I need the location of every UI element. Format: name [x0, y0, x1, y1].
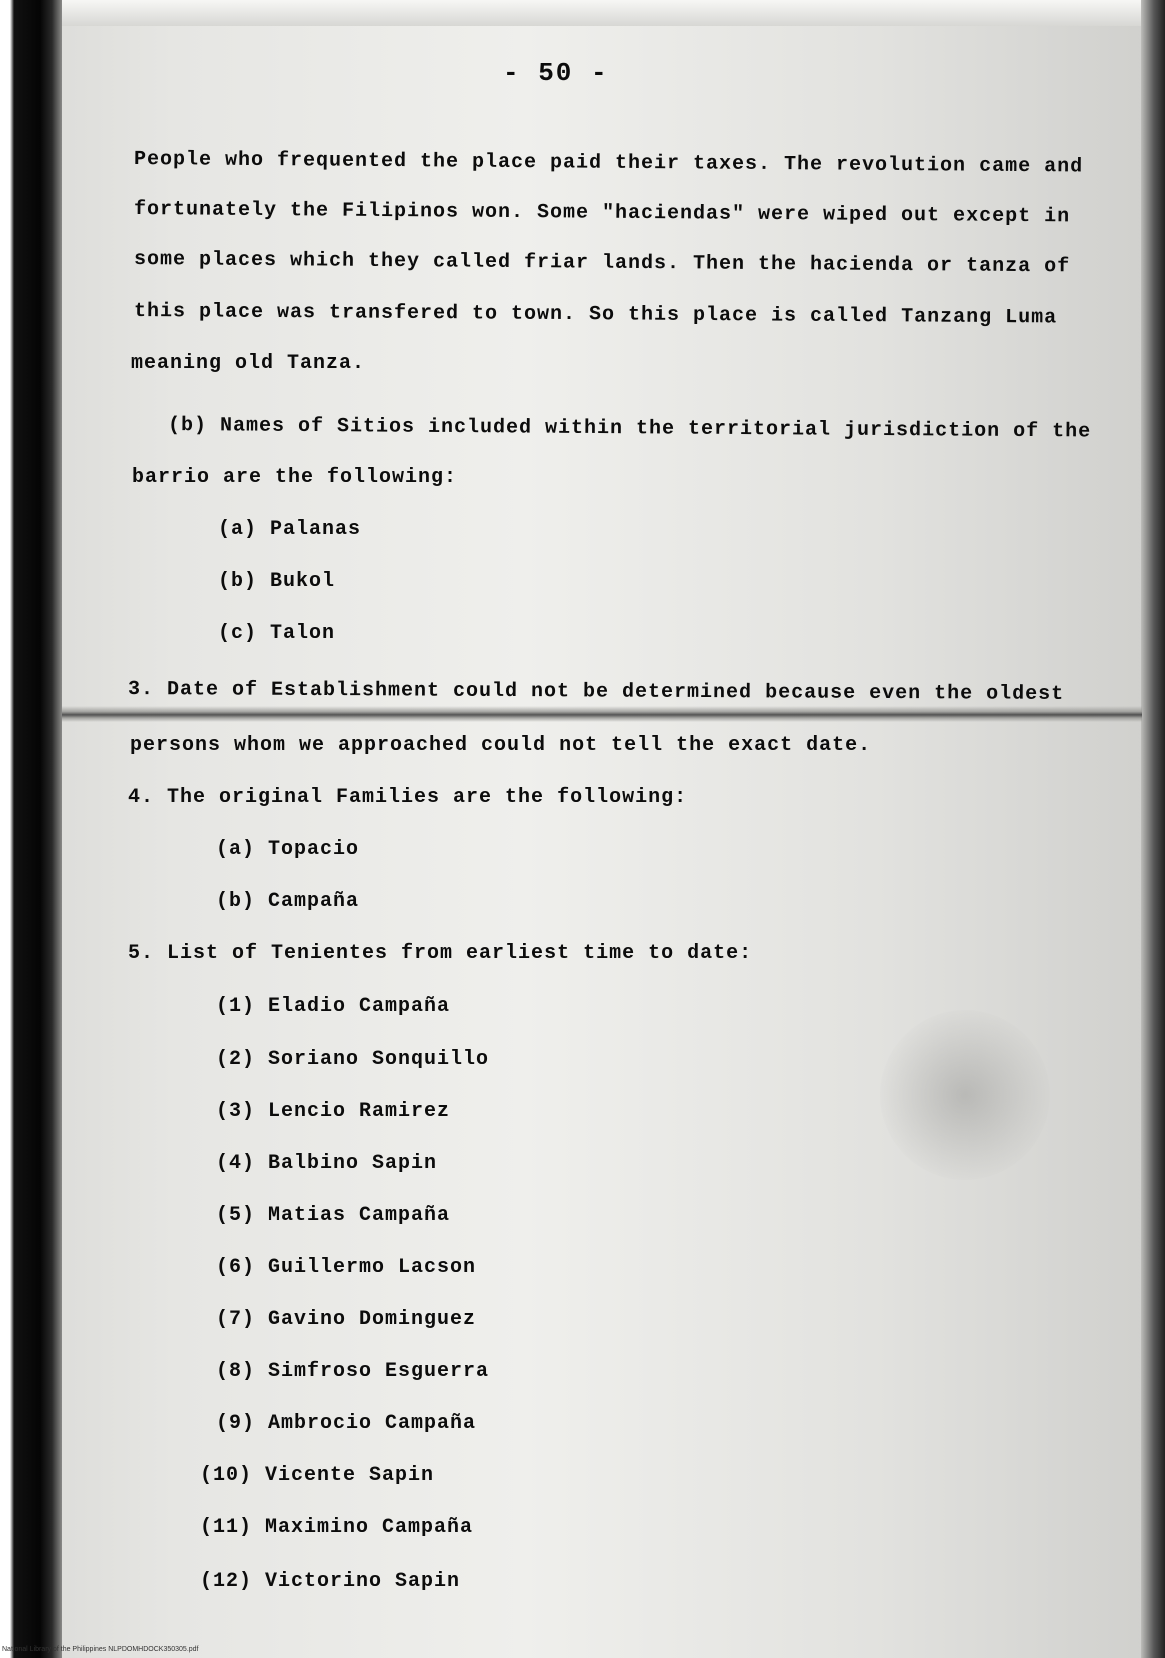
sitio-item: (c) Talon	[218, 622, 336, 645]
teniente-item: (6) Guillermo Lacson	[216, 1256, 477, 1279]
establishment-line: persons whom we approached could not tell the exact date.	[130, 734, 872, 757]
teniente-item: (2) Soriano Sonquillo	[216, 1048, 490, 1071]
body-line: some places which they called friar lands. Then the hacienda or tanza of	[133, 248, 1071, 279]
teniente-item: (5) Matias Campaña	[216, 1204, 451, 1227]
teniente-item: (4) Balbino Sapin	[216, 1152, 438, 1175]
family-item: (b) Campaña	[216, 890, 360, 913]
families-heading: 4. The original Families are the following:	[128, 786, 688, 809]
tenientes-heading: 5. List of Tenientes from earliest time to date:	[128, 942, 753, 965]
teniente-item: (11) Maximino Campaña	[200, 1516, 474, 1539]
page-fold-crease	[62, 706, 1142, 722]
teniente-item: (7) Gavino Dominguez	[216, 1308, 477, 1331]
teniente-item: (12) Victorino Sapin	[200, 1570, 461, 1593]
page-number: - 50 -	[503, 58, 609, 88]
body-line: People who frequented the place paid their taxes. The revolution came and	[133, 148, 1084, 179]
teniente-item: (10) Vicente Sapin	[200, 1464, 435, 1487]
teniente-item: (3) Lencio Ramirez	[216, 1100, 451, 1123]
body-line: meaning old Tanza.	[131, 352, 366, 375]
establishment-line: 3. Date of Establishment could not be determined because even the oldest	[127, 678, 1065, 706]
footer-source-label: National Library of the Philippines NLPDOMHDOCK350305.pdf	[2, 1646, 199, 1653]
teniente-item: (9) Ambrocio Campaña	[216, 1412, 477, 1435]
teniente-item: (8) Simfroso Esguerra	[216, 1360, 490, 1383]
page-top-edge	[0, 0, 1165, 26]
teniente-item: (1) Eladio Campaña	[216, 995, 451, 1018]
page-left-shadow	[0, 0, 62, 1658]
sitio-item: (a) Palanas	[218, 518, 362, 541]
ink-bleed-smudge	[880, 1010, 1050, 1180]
family-item: (a) Topacio	[216, 838, 360, 861]
sitio-item: (b) Bukol	[218, 570, 336, 593]
sitios-intro-line: barrio are the following:	[132, 466, 458, 489]
body-line: this place was transfered to town. So this place is called Tanzang Luma	[133, 300, 1058, 330]
body-line: fortunately the Filipinos won. Some "haciendas" were wiped out except in	[133, 198, 1071, 229]
sitios-intro-line: (b) Names of Sitios included within the territorial jurisdiction of the	[167, 414, 1092, 444]
page-right-shadow	[1141, 0, 1165, 1658]
